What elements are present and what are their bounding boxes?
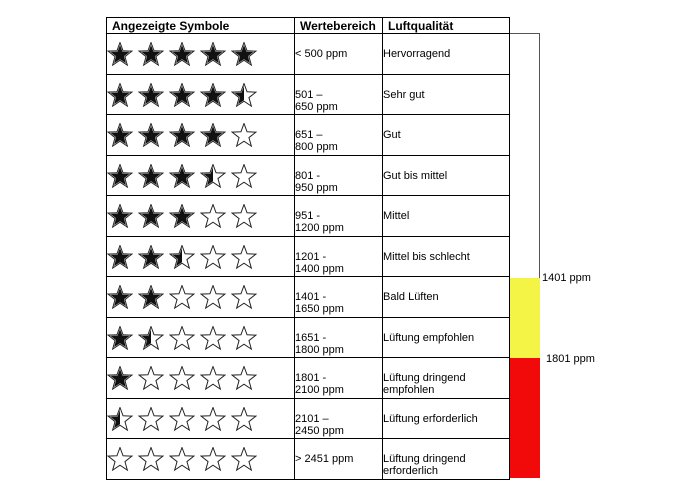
table-row bbox=[107, 196, 510, 237]
quality-cell bbox=[383, 74, 510, 115]
range-value: 1201 - 1400 ppm bbox=[295, 250, 344, 275]
range-cell bbox=[295, 317, 383, 358]
table-row bbox=[107, 34, 510, 75]
quality-cell bbox=[383, 196, 510, 237]
star-full-icon bbox=[138, 123, 164, 149]
range-value: 1401 - 1650 ppm bbox=[295, 291, 344, 315]
star-empty-icon bbox=[231, 447, 257, 473]
range-value: 801 - 950 ppm bbox=[295, 169, 338, 194]
range-value: > 2451 ppm bbox=[295, 453, 354, 465]
star-empty-icon bbox=[231, 204, 257, 230]
star-full-icon bbox=[200, 123, 226, 149]
quality-label: Mittel bbox=[383, 210, 410, 222]
star-rating bbox=[107, 75, 294, 109]
star-rating bbox=[107, 156, 294, 190]
star-empty-icon bbox=[169, 285, 195, 311]
quality-label: Gut bbox=[383, 129, 401, 141]
quality-label: Lüftung empfohlen bbox=[383, 331, 475, 344]
range-cell bbox=[295, 34, 383, 75]
star-full-icon bbox=[107, 245, 133, 271]
table-row bbox=[107, 277, 510, 318]
indicator-label-yellow: 1401 ppm bbox=[542, 272, 591, 284]
quality-cell bbox=[383, 155, 510, 196]
header-symbols: Angezeigte Symbole bbox=[107, 18, 295, 34]
quality-label: Lüftung dringend empfohlen bbox=[383, 372, 466, 396]
star-empty-icon bbox=[200, 326, 226, 352]
star-rating bbox=[107, 115, 294, 149]
range-cell bbox=[295, 236, 383, 277]
range-value: 1801 - 2100 ppm bbox=[295, 372, 344, 396]
quality-cell bbox=[383, 34, 510, 75]
star-full-icon bbox=[169, 164, 195, 190]
star-empty-icon bbox=[169, 407, 195, 433]
range-value: < 500 ppm bbox=[295, 48, 348, 60]
table-row bbox=[107, 236, 510, 277]
header-range: Wertebereich bbox=[295, 18, 383, 34]
star-full-icon bbox=[107, 123, 133, 149]
range-value: 1651 - 1800 ppm bbox=[295, 331, 344, 356]
star-empty-icon bbox=[231, 123, 257, 149]
table-row bbox=[107, 115, 510, 156]
star-rating-cell bbox=[107, 236, 295, 277]
star-full-icon bbox=[200, 42, 226, 68]
star-half-icon bbox=[231, 83, 257, 109]
star-empty-icon bbox=[200, 447, 226, 473]
range-cell bbox=[295, 115, 383, 156]
star-half-icon bbox=[200, 164, 226, 190]
star-full-icon bbox=[107, 326, 133, 352]
range-value: 2101 – 2450 ppm bbox=[295, 412, 344, 437]
star-empty-icon bbox=[138, 407, 164, 433]
star-full-icon bbox=[107, 164, 133, 190]
star-empty-icon bbox=[169, 326, 195, 352]
star-full-icon bbox=[138, 285, 164, 311]
table-row bbox=[107, 155, 510, 196]
star-empty-icon bbox=[138, 366, 164, 392]
star-full-icon bbox=[107, 204, 133, 230]
quality-cell bbox=[383, 236, 510, 277]
star-empty-icon bbox=[231, 407, 257, 433]
star-full-icon bbox=[169, 204, 195, 230]
star-rating-cell bbox=[107, 317, 295, 358]
range-cell bbox=[295, 398, 383, 439]
range-value: 651 – 800 ppm bbox=[295, 129, 338, 153]
range-cell bbox=[295, 358, 383, 399]
star-empty-icon bbox=[138, 447, 164, 473]
star-empty-icon bbox=[200, 245, 226, 271]
table-row bbox=[107, 74, 510, 115]
quality-cell bbox=[383, 398, 510, 439]
table-row bbox=[107, 439, 510, 480]
star-empty-icon bbox=[107, 447, 133, 473]
star-rating bbox=[107, 318, 294, 352]
table-row bbox=[107, 317, 510, 358]
star-rating-cell bbox=[107, 34, 295, 75]
range-cell bbox=[295, 155, 383, 196]
quality-cell bbox=[383, 358, 510, 399]
quality-label: Bald Lüften bbox=[383, 291, 439, 303]
star-rating bbox=[107, 439, 294, 473]
star-empty-icon bbox=[231, 245, 257, 271]
star-full-icon bbox=[138, 83, 164, 109]
quality-label: Lüftung erforderlich bbox=[383, 412, 478, 425]
quality-label: Sehr gut bbox=[383, 88, 425, 101]
star-full-icon bbox=[200, 83, 226, 109]
star-empty-icon bbox=[200, 366, 226, 392]
star-full-icon bbox=[107, 366, 133, 392]
indicator-bar-yellow bbox=[510, 278, 540, 358]
star-empty-icon bbox=[200, 204, 226, 230]
star-rating-cell bbox=[107, 439, 295, 480]
star-empty-icon bbox=[200, 285, 226, 311]
star-full-icon bbox=[231, 42, 257, 68]
star-rating-cell bbox=[107, 277, 295, 318]
table-header-row bbox=[107, 18, 510, 34]
quality-cell bbox=[383, 317, 510, 358]
star-rating-cell bbox=[107, 196, 295, 237]
star-empty-icon bbox=[169, 447, 195, 473]
range-cell bbox=[295, 277, 383, 318]
star-rating-cell bbox=[107, 398, 295, 439]
range-cell bbox=[295, 439, 383, 480]
star-half-icon bbox=[107, 407, 133, 433]
indicator-bar-red bbox=[510, 358, 540, 478]
star-full-icon bbox=[169, 123, 195, 149]
star-full-icon bbox=[107, 42, 133, 68]
star-full-icon bbox=[169, 83, 195, 109]
star-rating bbox=[107, 237, 294, 271]
air-quality-table bbox=[106, 17, 510, 480]
star-empty-icon bbox=[231, 285, 257, 311]
star-full-icon bbox=[107, 285, 133, 311]
quality-label: Gut bis mittel bbox=[383, 169, 448, 182]
star-full-icon bbox=[169, 42, 195, 68]
quality-label: Hervorragend bbox=[383, 48, 451, 60]
table-row bbox=[107, 358, 510, 399]
star-empty-icon bbox=[200, 407, 226, 433]
star-rating bbox=[107, 358, 294, 392]
quality-cell bbox=[383, 277, 510, 318]
star-rating-cell bbox=[107, 358, 295, 399]
star-half-icon bbox=[169, 245, 195, 271]
star-full-icon bbox=[138, 245, 164, 271]
star-rating bbox=[107, 34, 294, 68]
star-rating-cell bbox=[107, 155, 295, 196]
range-cell bbox=[295, 196, 383, 237]
star-half-icon bbox=[138, 326, 164, 352]
quality-cell bbox=[383, 439, 510, 480]
star-empty-icon bbox=[231, 164, 257, 190]
star-full-icon bbox=[138, 204, 164, 230]
star-rating bbox=[107, 399, 294, 433]
star-full-icon bbox=[107, 83, 133, 109]
range-value: 501 – 650 ppm bbox=[295, 88, 338, 113]
table-row bbox=[107, 398, 510, 439]
star-rating-cell bbox=[107, 74, 295, 115]
quality-label: Mittel bis schlecht bbox=[383, 250, 470, 263]
star-empty-icon bbox=[231, 326, 257, 352]
header-quality: Luftqualität bbox=[383, 18, 510, 34]
star-empty-icon bbox=[169, 366, 195, 392]
range-cell bbox=[295, 74, 383, 115]
star-rating-cell bbox=[107, 115, 295, 156]
star-empty-icon bbox=[231, 366, 257, 392]
star-full-icon bbox=[138, 42, 164, 68]
quality-label: Lüftung dringend erforderlich bbox=[383, 453, 466, 477]
indicator-label-red: 1801 ppm bbox=[546, 353, 595, 365]
quality-cell bbox=[383, 115, 510, 156]
star-full-icon bbox=[138, 164, 164, 190]
range-value: 951 - 1200 ppm bbox=[295, 210, 344, 234]
star-rating bbox=[107, 196, 294, 230]
star-rating bbox=[107, 277, 294, 311]
